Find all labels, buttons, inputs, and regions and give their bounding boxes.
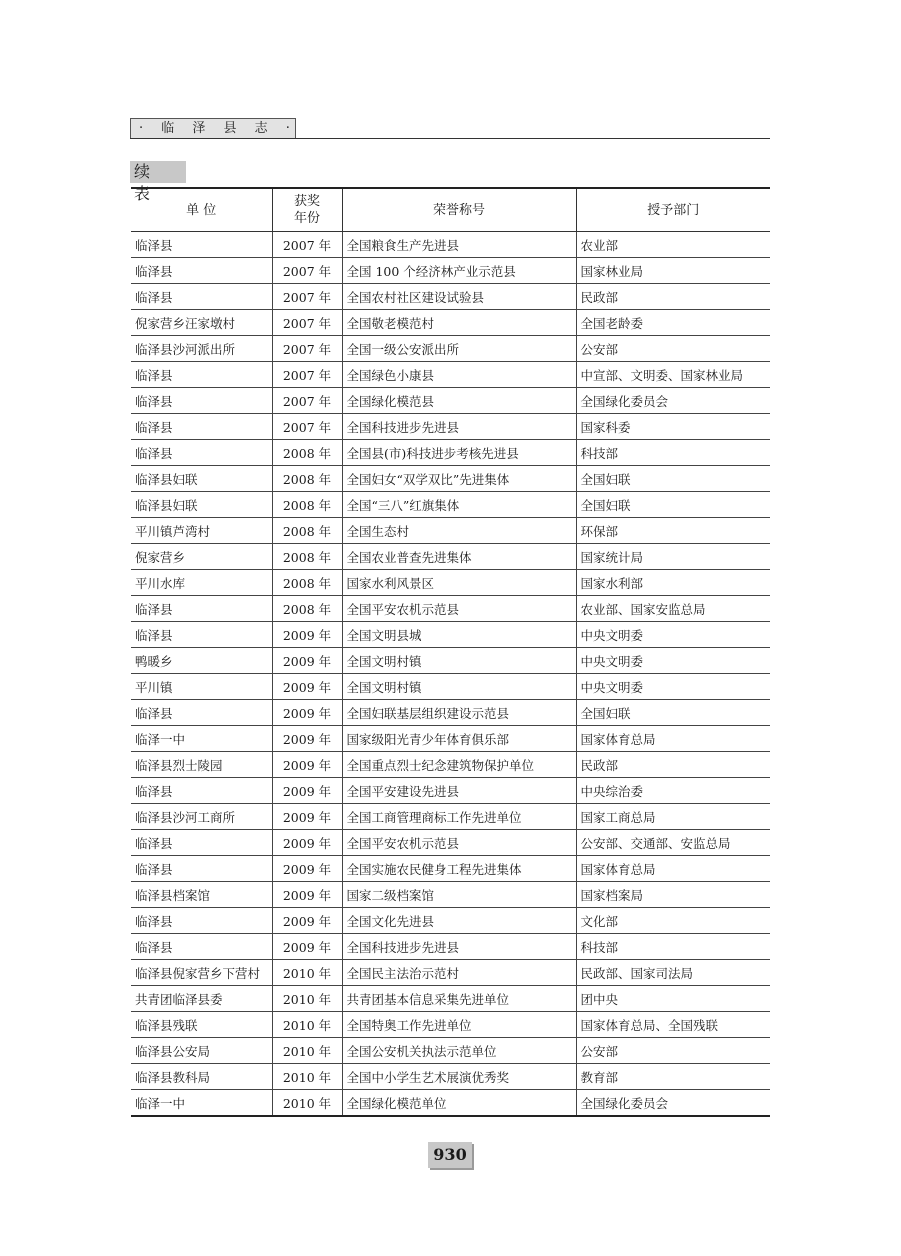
cell-honor-title: 全国敬老模范村 [342, 310, 576, 336]
cell-year: 2007 年 [272, 336, 342, 362]
cell-unit: 临泽县妇联 [131, 466, 272, 492]
cell-year: 2007 年 [272, 232, 342, 258]
table-row [131, 596, 770, 622]
cell-year: 2010 年 [272, 960, 342, 986]
table-row [131, 1064, 770, 1090]
cell-unit: 临泽县沙河派出所 [131, 336, 272, 362]
cell-honor-title: 全国实施农民健身工程先进集体 [342, 856, 576, 882]
cell-department: 民政部 [576, 752, 770, 778]
cell-unit: 临泽县 [131, 908, 272, 934]
cell-honor-title: 全国县(市)科技进步考核先进县 [342, 440, 576, 466]
cell-unit: 临泽县倪家营乡下营村 [131, 960, 272, 986]
cell-department: 全国绿化委员会 [576, 1090, 770, 1117]
honors-table [131, 187, 770, 1117]
cell-department: 中央文明委 [576, 648, 770, 674]
cell-honor-title: 全国农村社区建设试验县 [342, 284, 576, 310]
cell-honor-title: 全国中小学生艺术展演优秀奖 [342, 1064, 576, 1090]
cell-year: 2010 年 [272, 1038, 342, 1064]
cell-department: 全国妇联 [576, 700, 770, 726]
cell-department: 中央综治委 [576, 778, 770, 804]
cell-honor-title: 全国工商管理商标工作先进单位 [342, 804, 576, 830]
cell-unit: 临泽县 [131, 596, 272, 622]
cell-department: 团中央 [576, 986, 770, 1012]
table-row [131, 284, 770, 310]
cell-unit: 临泽县 [131, 622, 272, 648]
table-row [131, 232, 770, 258]
cell-unit: 临泽县 [131, 258, 272, 284]
table-body [131, 232, 770, 1117]
cell-year: 2009 年 [272, 700, 342, 726]
cell-year: 2008 年 [272, 440, 342, 466]
cell-honor-title: 全国平安建设先进县 [342, 778, 576, 804]
table-row [131, 700, 770, 726]
cell-honor-title: 全国一级公安派出所 [342, 336, 576, 362]
cell-unit: 临泽县公安局 [131, 1038, 272, 1064]
cell-year: 2009 年 [272, 934, 342, 960]
table-row [131, 778, 770, 804]
cell-department: 教育部 [576, 1064, 770, 1090]
cell-honor-title: 全国重点烈士纪念建筑物保护单位 [342, 752, 576, 778]
cell-unit: 平川镇芦湾村 [131, 518, 272, 544]
cell-department: 全国老龄委 [576, 310, 770, 336]
table-row [131, 830, 770, 856]
cell-department: 公安部 [576, 336, 770, 362]
cell-department: 科技部 [576, 440, 770, 466]
cell-honor-title: 全国绿色小康县 [342, 362, 576, 388]
cell-honor-title: 全国平安农机示范县 [342, 830, 576, 856]
cell-department: 公安部 [576, 1038, 770, 1064]
table-row [131, 336, 770, 362]
cell-year: 2007 年 [272, 310, 342, 336]
table-row [131, 986, 770, 1012]
table-row [131, 726, 770, 752]
cell-honor-title: 国家级阳光青少年体育俱乐部 [342, 726, 576, 752]
cell-honor-title: 全国文化先进县 [342, 908, 576, 934]
table-row [131, 934, 770, 960]
cell-year: 2009 年 [272, 622, 342, 648]
cell-unit: 临泽一中 [131, 726, 272, 752]
cell-department: 国家档案局 [576, 882, 770, 908]
cell-honor-title: 全国文明村镇 [342, 674, 576, 700]
cell-unit: 临泽县妇联 [131, 492, 272, 518]
cell-department: 国家水利部 [576, 570, 770, 596]
header-unit: 单 位 [131, 188, 272, 232]
table-row [131, 544, 770, 570]
cell-year: 2008 年 [272, 544, 342, 570]
cell-department: 中央文明委 [576, 674, 770, 700]
table-row [131, 466, 770, 492]
cell-year: 2009 年 [272, 882, 342, 908]
table-row [131, 310, 770, 336]
table-row [131, 570, 770, 596]
table-header-row [131, 188, 770, 232]
cell-year: 2009 年 [272, 908, 342, 934]
cell-department: 科技部 [576, 934, 770, 960]
cell-year: 2008 年 [272, 466, 342, 492]
cell-department: 民政部 [576, 284, 770, 310]
table-row [131, 258, 770, 284]
cell-year: 2010 年 [272, 986, 342, 1012]
cell-unit: 临泽一中 [131, 1090, 272, 1117]
cell-unit: 共青团临泽县委 [131, 986, 272, 1012]
cell-unit: 倪家营乡 [131, 544, 272, 570]
cell-unit: 临泽县 [135, 237, 173, 253]
cell-unit: 平川镇 [131, 674, 272, 700]
cell-unit: 临泽县 [131, 856, 272, 882]
cell-unit: 临泽县 [131, 934, 272, 960]
cell-honor-title: 全国文明县城 [342, 622, 576, 648]
table-row [131, 674, 770, 700]
table-row [131, 1012, 770, 1038]
cell-honor-title: 全国粮食生产先进县 [342, 232, 576, 258]
cell-department: 全国绿化委员会 [576, 388, 770, 414]
table-row [131, 492, 770, 518]
table-row [131, 440, 770, 466]
cell-unit: 倪家营乡汪家墩村 [131, 310, 272, 336]
cell-department: 中央文明委 [576, 622, 770, 648]
cell-unit: 临泽县 [131, 440, 272, 466]
cell-year: 2007 年 [272, 284, 342, 310]
header-year: 获奖 年份 [272, 188, 342, 232]
table-row [131, 752, 770, 778]
cell-year: 2010 年 [272, 1012, 342, 1038]
cell-department: 全国妇联 [576, 492, 770, 518]
cell-department: 国家体育总局 [576, 856, 770, 882]
cell-honor-title: 全国公安机关执法示范单位 [342, 1038, 576, 1064]
cell-department: 国家林业局 [576, 258, 770, 284]
cell-honor-title: 全国绿化模范县 [342, 388, 576, 414]
table-row [131, 414, 770, 440]
cell-honor-title: 全国妇联基层组织建设示范县 [342, 700, 576, 726]
cell-year: 2008 年 [272, 492, 342, 518]
cell-honor-title: 全国文明村镇 [342, 648, 576, 674]
cell-unit: 临泽县 [131, 362, 272, 388]
cell-year: 2007 年 [272, 414, 342, 440]
table-row [131, 1038, 770, 1064]
cell-unit: 临泽县档案馆 [131, 882, 272, 908]
cell-honor-title: 国家水利风景区 [342, 570, 576, 596]
header-rule [130, 138, 770, 139]
cell-honor-title: 全国科技进步先进县 [342, 934, 576, 960]
cell-unit: 临泽县 [131, 700, 272, 726]
cell-department: 公安部、交通部、安监总局 [576, 830, 770, 856]
table-row [131, 622, 770, 648]
cell-honor-title: 全国“三八”红旗集体 [342, 492, 576, 518]
cell-unit: 临泽县 [131, 414, 272, 440]
cell-year: 2007 年 [272, 362, 342, 388]
cell-year: 2009 年 [272, 648, 342, 674]
cell-unit: 临泽县 [131, 778, 272, 804]
cell-year: 2009 年 [272, 856, 342, 882]
cell-year: 2008 年 [272, 596, 342, 622]
header-honor-title: 荣誉称号 [342, 188, 576, 232]
table-row [131, 882, 770, 908]
cell-department: 民政部、国家司法局 [576, 960, 770, 986]
cell-department: 国家科委 [576, 414, 770, 440]
cell-unit: 临泽县残联 [131, 1012, 272, 1038]
cell-honor-title: 全国绿化模范单位 [342, 1090, 576, 1117]
cell-year: 2008 年 [272, 570, 342, 596]
cell-department: 国家体育总局、全国残联 [576, 1012, 770, 1038]
cell-year: 2010 年 [272, 1090, 342, 1117]
cell-unit: 鸭暖乡 [131, 648, 272, 674]
cell-unit: 临泽县沙河工商所 [131, 804, 272, 830]
cell-department: 农业部、国家安监总局 [576, 596, 770, 622]
cell-year: 2009 年 [272, 726, 342, 752]
cell-unit: 临泽县教科局 [131, 1064, 272, 1090]
cell-unit: 平川水库 [131, 570, 272, 596]
cell-year: 2009 年 [272, 778, 342, 804]
cell-honor-title: 全国科技进步先进县 [342, 414, 576, 440]
cell-year: 2009 年 [272, 674, 342, 700]
cell-honor-title: 全国农业普查先进集体 [342, 544, 576, 570]
cell-unit: 临泽县 [131, 388, 272, 414]
table-row [131, 1090, 770, 1117]
cell-year: 2007 年 [272, 388, 342, 414]
cell-year: 2007 年 [272, 258, 342, 284]
cell-department: 国家统计局 [576, 544, 770, 570]
cell-year: 2009 年 [272, 804, 342, 830]
table-row [131, 804, 770, 830]
cell-honor-title: 国家二级档案馆 [342, 882, 576, 908]
cell-honor-title: 全国生态村 [342, 518, 576, 544]
cell-department: 文化部 [576, 908, 770, 934]
table-row [131, 388, 770, 414]
cell-unit: 临泽县 [131, 830, 272, 856]
table-row [131, 960, 770, 986]
header-awarding-department: 授予部门 [576, 188, 770, 232]
cell-department: 中宣部、文明委、国家林业局 [576, 362, 770, 388]
book-title: · 临 泽 县 志 · [130, 118, 296, 138]
table-row [131, 518, 770, 544]
cell-year: 2009 年 [272, 830, 342, 856]
cell-department: 国家工商总局 [576, 804, 770, 830]
table-row [131, 648, 770, 674]
cell-department: 国家体育总局 [576, 726, 770, 752]
cell-honor-title: 全国平安农机示范县 [342, 596, 576, 622]
cell-honor-title: 全国民主法治示范村 [342, 960, 576, 986]
continued-table-label: 续 表 [130, 161, 186, 183]
cell-honor-title: 共青团基本信息采集先进单位 [342, 986, 576, 1012]
cell-department: 环保部 [576, 518, 770, 544]
table-row [131, 856, 770, 882]
table-row [131, 362, 770, 388]
cell-department: 全国妇联 [576, 466, 770, 492]
cell-unit: 临泽县 [131, 284, 272, 310]
cell-unit: 临泽县烈士陵园 [131, 752, 272, 778]
cell-honor-title: 全国妇女“双学双比”先进集体 [342, 466, 576, 492]
cell-year: 2010 年 [272, 1064, 342, 1090]
cell-year: 2008 年 [272, 518, 342, 544]
page-number: 930 [428, 1142, 472, 1168]
table-row [131, 908, 770, 934]
cell-honor-title: 全国特奥工作先进单位 [342, 1012, 576, 1038]
cell-department: 农业部 [576, 232, 770, 258]
cell-honor-title: 全国 100 个经济林产业示范县 [342, 258, 576, 284]
cell-year: 2009 年 [272, 752, 342, 778]
